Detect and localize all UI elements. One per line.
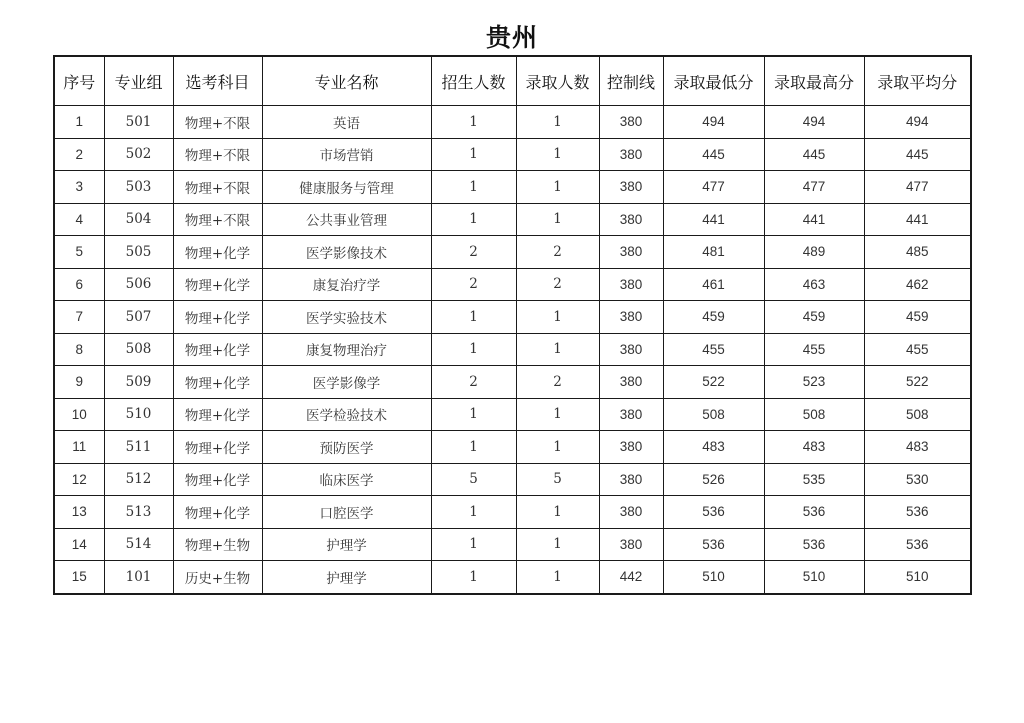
table-row (54, 106, 971, 139)
cell-subjects: 物理+化学 (173, 366, 262, 399)
cell-max-score: 455 (764, 333, 864, 366)
cell-major-name: 康复治疗学 (262, 268, 431, 301)
header-index: 序号 (54, 56, 104, 106)
cell-major-group: 511 (104, 431, 173, 464)
cell-max-score: 463 (764, 268, 864, 301)
cell-control-line: 380 (599, 366, 663, 399)
cell-subjects: 物理+不限 (173, 171, 262, 204)
cell-index: 6 (54, 268, 104, 301)
cell-max-score: 445 (764, 138, 864, 171)
cell-control-line: 380 (599, 463, 663, 496)
cell-index: 10 (54, 398, 104, 431)
cell-enroll-plan: 2 (431, 366, 516, 399)
cell-avg-score: 530 (864, 463, 971, 496)
cell-min-score: 536 (663, 528, 764, 561)
cell-control-line: 380 (599, 236, 663, 269)
cell-subjects: 物理+化学 (173, 333, 262, 366)
cell-min-score: 441 (663, 203, 764, 236)
cell-major-name: 健康服务与管理 (262, 171, 431, 204)
cell-avg-score: 455 (864, 333, 971, 366)
cell-major-group: 512 (104, 463, 173, 496)
cell-control-line: 380 (599, 171, 663, 204)
cell-control-line: 380 (599, 268, 663, 301)
cell-index: 8 (54, 333, 104, 366)
cell-admitted: 2 (516, 366, 599, 399)
cell-min-score: 477 (663, 171, 764, 204)
cell-subjects: 历史+生物 (173, 561, 262, 594)
table-body (54, 106, 971, 594)
cell-major-name: 康复物理治疗 (262, 333, 431, 366)
cell-min-score: 494 (663, 106, 764, 139)
cell-major-group: 508 (104, 333, 173, 366)
header-enroll-plan: 招生人数 (431, 56, 516, 106)
cell-major-name: 医学检验技术 (262, 398, 431, 431)
cell-subjects: 物理+化学 (173, 431, 262, 464)
cell-control-line: 380 (599, 203, 663, 236)
cell-avg-score: 477 (864, 171, 971, 204)
cell-index: 2 (54, 138, 104, 171)
cell-enroll-plan: 1 (431, 431, 516, 464)
table-row (54, 561, 971, 594)
cell-max-score: 523 (764, 366, 864, 399)
cell-min-score: 445 (663, 138, 764, 171)
cell-subjects: 物理+不限 (173, 203, 262, 236)
cell-max-score: 536 (764, 496, 864, 529)
cell-major-name: 英语 (262, 106, 431, 139)
cell-major-group: 507 (104, 301, 173, 334)
cell-major-group: 509 (104, 366, 173, 399)
cell-index: 7 (54, 301, 104, 334)
cell-avg-score: 494 (864, 106, 971, 139)
cell-admitted: 5 (516, 463, 599, 496)
cell-index: 4 (54, 203, 104, 236)
header-avg-score: 录取平均分 (864, 56, 971, 106)
cell-major-name: 护理学 (262, 528, 431, 561)
cell-min-score: 481 (663, 236, 764, 269)
cell-max-score: 508 (764, 398, 864, 431)
cell-major-name: 临床医学 (262, 463, 431, 496)
cell-min-score: 455 (663, 333, 764, 366)
cell-max-score: 441 (764, 203, 864, 236)
cell-max-score: 459 (764, 301, 864, 334)
cell-max-score: 535 (764, 463, 864, 496)
cell-major-group: 506 (104, 268, 173, 301)
cell-index: 5 (54, 236, 104, 269)
cell-control-line: 380 (599, 333, 663, 366)
cell-admitted: 1 (516, 138, 599, 171)
header-major-group: 专业组 (104, 56, 173, 106)
table-row (54, 366, 971, 399)
cell-control-line: 380 (599, 301, 663, 334)
cell-enroll-plan: 1 (431, 398, 516, 431)
cell-max-score: 536 (764, 528, 864, 561)
cell-min-score: 483 (663, 431, 764, 464)
cell-min-score: 536 (663, 496, 764, 529)
cell-enroll-plan: 5 (431, 463, 516, 496)
page-title: 贵州 (485, 23, 538, 52)
cell-major-name: 口腔医学 (262, 496, 431, 529)
header-max-score: 录取最高分 (764, 56, 864, 106)
cell-subjects: 物理+不限 (173, 106, 262, 139)
cell-major-name: 公共事业管理 (262, 203, 431, 236)
cell-subjects: 物理+化学 (173, 268, 262, 301)
cell-subjects: 物理+化学 (173, 496, 262, 529)
header-subjects: 选考科目 (173, 56, 262, 106)
cell-avg-score: 536 (864, 528, 971, 561)
cell-index: 9 (54, 366, 104, 399)
table-row (54, 398, 971, 431)
table-row (54, 333, 971, 366)
cell-avg-score: 445 (864, 138, 971, 171)
cell-control-line: 442 (599, 561, 663, 594)
cell-admitted: 1 (516, 171, 599, 204)
cell-major-name: 医学实验技术 (262, 301, 431, 334)
cell-admitted: 1 (516, 561, 599, 594)
table-header-row (54, 56, 971, 106)
header-major-name: 专业名称 (262, 56, 431, 106)
cell-index: 15 (54, 561, 104, 594)
cell-major-group: 101 (104, 561, 173, 594)
cell-min-score: 526 (663, 463, 764, 496)
cell-admitted: 2 (516, 268, 599, 301)
table-row (54, 431, 971, 464)
table-row (54, 496, 971, 529)
cell-major-group: 505 (104, 236, 173, 269)
cell-avg-score: 510 (864, 561, 971, 594)
cell-min-score: 510 (663, 561, 764, 594)
cell-control-line: 380 (599, 496, 663, 529)
table-row (54, 528, 971, 561)
cell-control-line: 380 (599, 138, 663, 171)
cell-major-group: 503 (104, 171, 173, 204)
table-row (54, 463, 971, 496)
cell-major-name: 市场营销 (262, 138, 431, 171)
cell-subjects: 物理+化学 (173, 301, 262, 334)
cell-avg-score: 485 (864, 236, 971, 269)
cell-subjects: 物理+化学 (173, 236, 262, 269)
cell-enroll-plan: 1 (431, 171, 516, 204)
cell-index: 12 (54, 463, 104, 496)
cell-enroll-plan: 1 (431, 561, 516, 594)
cell-major-group: 513 (104, 496, 173, 529)
cell-admitted: 1 (516, 333, 599, 366)
cell-admitted: 1 (516, 203, 599, 236)
cell-min-score: 461 (663, 268, 764, 301)
cell-control-line: 380 (599, 431, 663, 464)
cell-enroll-plan: 1 (431, 333, 516, 366)
cell-enroll-plan: 1 (431, 203, 516, 236)
cell-index: 14 (54, 528, 104, 561)
cell-avg-score: 536 (864, 496, 971, 529)
cell-major-name: 预防医学 (262, 431, 431, 464)
cell-subjects: 物理+化学 (173, 463, 262, 496)
cell-control-line: 380 (599, 398, 663, 431)
cell-min-score: 522 (663, 366, 764, 399)
cell-enroll-plan: 1 (431, 138, 516, 171)
cell-major-group: 502 (104, 138, 173, 171)
cell-max-score: 483 (764, 431, 864, 464)
cell-major-group: 510 (104, 398, 173, 431)
cell-control-line: 380 (599, 528, 663, 561)
cell-major-group: 514 (104, 528, 173, 561)
header-min-score: 录取最低分 (663, 56, 764, 106)
cell-index: 3 (54, 171, 104, 204)
cell-admitted: 1 (516, 431, 599, 464)
cell-index: 11 (54, 431, 104, 464)
cell-major-name: 护理学 (262, 561, 431, 594)
cell-major-group: 501 (104, 106, 173, 139)
cell-avg-score: 462 (864, 268, 971, 301)
cell-enroll-plan: 2 (431, 236, 516, 269)
cell-index: 1 (54, 106, 104, 139)
cell-enroll-plan: 1 (431, 106, 516, 139)
cell-subjects: 物理+不限 (173, 138, 262, 171)
cell-admitted: 1 (516, 398, 599, 431)
cell-enroll-plan: 1 (431, 496, 516, 529)
cell-min-score: 508 (663, 398, 764, 431)
cell-enroll-plan: 1 (431, 528, 516, 561)
cell-admitted: 1 (516, 301, 599, 334)
cell-avg-score: 508 (864, 398, 971, 431)
cell-max-score: 477 (764, 171, 864, 204)
header-admitted: 录取人数 (516, 56, 599, 106)
cell-major-group: 504 (104, 203, 173, 236)
cell-subjects: 物理+生物 (173, 528, 262, 561)
cell-avg-score: 441 (864, 203, 971, 236)
cell-max-score: 489 (764, 236, 864, 269)
cell-max-score: 510 (764, 561, 864, 594)
cell-admitted: 1 (516, 106, 599, 139)
table-row (54, 268, 971, 301)
cell-index: 13 (54, 496, 104, 529)
table-row (54, 203, 971, 236)
table-row (54, 138, 971, 171)
cell-subjects: 物理+化学 (173, 398, 262, 431)
admission-scores-table (53, 55, 972, 595)
cell-enroll-plan: 2 (431, 268, 516, 301)
cell-avg-score: 483 (864, 431, 971, 464)
cell-admitted: 2 (516, 236, 599, 269)
cell-admitted: 1 (516, 528, 599, 561)
cell-major-name: 医学影像技术 (262, 236, 431, 269)
header-control-line: 控制线 (599, 56, 663, 106)
cell-avg-score: 522 (864, 366, 971, 399)
cell-avg-score: 459 (864, 301, 971, 334)
cell-enroll-plan: 1 (431, 301, 516, 334)
table-row (54, 236, 971, 269)
cell-control-line: 380 (599, 106, 663, 139)
table-row (54, 301, 971, 334)
cell-admitted: 1 (516, 496, 599, 529)
cell-max-score: 494 (764, 106, 864, 139)
cell-min-score: 459 (663, 301, 764, 334)
table-row (54, 171, 971, 204)
cell-major-name: 医学影像学 (262, 366, 431, 399)
